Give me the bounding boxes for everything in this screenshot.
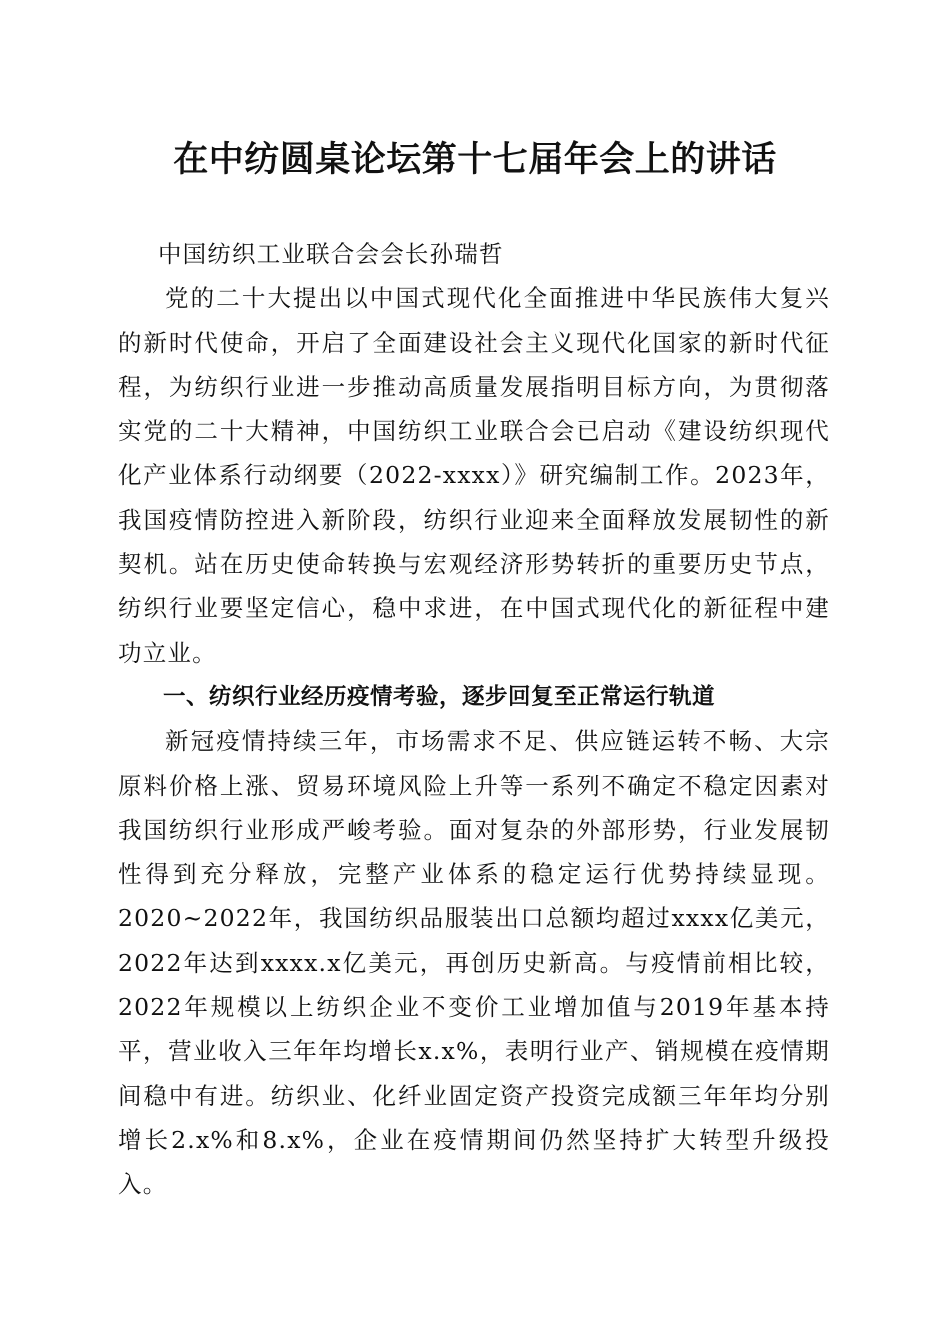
author-line: 中国纺织工业联合会会长孙瑞哲 bbox=[157, 240, 504, 268]
document-title: 在中纺圆桌论坛第十七届年会上的讲话 bbox=[173, 139, 777, 180]
section-heading: 一、纺织行业经历疫情考验，逐步回复至正常运行轨道 bbox=[163, 683, 716, 710]
section-paragraph: 新冠疫情持续三年，市场需求不足、供应链运转不畅、大宗原料价格上涨、贸易环境风险上升等一系列不确定不稳定因素对我国纺织行业形成严峻考验。面对复杂的外部形势，行业发展韧性得到充分释放，完整产业体系的稳定运行优势持续显现。2020~2022年，我国纺织品服装出口总额均超过xxxx亿美元，2022年达到xxxx.x亿美元，再创历史新高。与疫情前相比较，2022年规模以上纺织企业不变价工业增加值与2019年基本持平，营业收入三年年均增长x.x%，表明行业产、销规模在疫情期间稳中有进。纺织业、化纤业固定资产投资完成额三年年均分别增长2.x%和8.x%，企业在疫情期间仍然坚持扩大转型升级投入。 bbox=[118, 727, 830, 1199]
document-body bbox=[118, 232, 830, 1207]
intro-paragraph: 党的二十大提出以中国式现代化全面推进中华民族伟大复兴的新时代使命，开启了全面建设社会主义现代化国家的新时代征程，为纺织行业进一步推动高质量发展指明目标方向，为贯彻落实党的二十大精神，中国纺织工业联合会已启动《建设纺织现代化产业体系行动纲要（2022-xxxx）》研究编制工作。2023年，我国疫情防控进入新阶段，纺织行业迎来全面释放发展韧性的新契机。站在历史使命转换与宏观经济形势转折的重要历史节点，纺织行业要坚定信心，稳中求进，在中国式现代化的新征程中建功立业。 bbox=[118, 284, 830, 667]
